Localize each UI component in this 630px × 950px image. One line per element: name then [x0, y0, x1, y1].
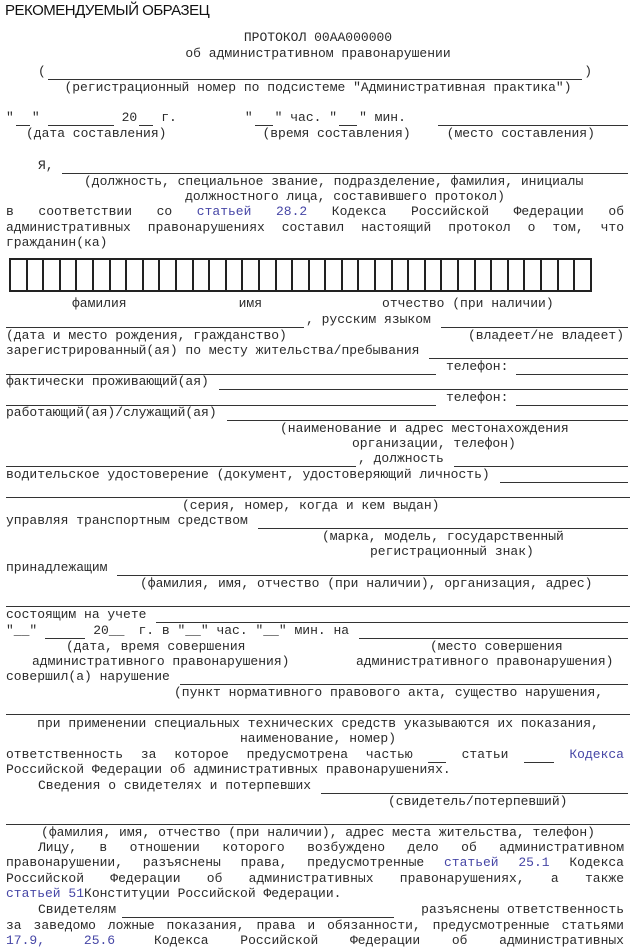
registered-label: зарегистрированный(ая) по месту жительства/пребывания: [6, 343, 420, 358]
minute-field[interactable]: [339, 112, 357, 126]
license-label: водительское удостоверение (документ, удостоверяющий личность): [6, 467, 490, 482]
text: Кодекса Российской Федерации об административных: [153, 933, 624, 948]
russian-field[interactable]: [441, 314, 628, 328]
position-field[interactable]: [454, 453, 628, 467]
witnesses-field[interactable]: [321, 780, 628, 794]
registered-row: [6, 343, 630, 359]
letter-box[interactable]: [575, 260, 592, 290]
day-field[interactable]: "__": [6, 623, 38, 638]
owner-label: принадлежащим: [6, 560, 108, 575]
year-prefix: 20: [121, 110, 138, 125]
license-row: [6, 467, 630, 483]
paragraph-1-line-2: административных правонарушениях составил настоящий протокол о том, что: [6, 220, 624, 235]
letter-box[interactable]: [127, 260, 144, 290]
letter-box[interactable]: [260, 260, 277, 290]
hour-label: " час. ": [274, 110, 338, 125]
article-17-9-link[interactable]: 17.9,: [6, 933, 46, 948]
year-field[interactable]: 20__: [93, 623, 125, 638]
letter-box[interactable]: [459, 260, 476, 290]
text: разъяснены ответственность: [421, 902, 624, 917]
protocol-subtitle: [6, 46, 630, 62]
hint-text: (свидетель/потерпевший): [388, 794, 568, 809]
birth-hint: (дата и место рождения, гражданство): [6, 328, 287, 343]
article-51-link[interactable]: статьей 51: [6, 886, 85, 901]
surname-hint: фамилия: [72, 296, 127, 311]
letter-box[interactable]: [525, 260, 542, 290]
text: Конституции Российской Федерации.: [84, 886, 342, 901]
hint-text: (место совершения: [430, 639, 563, 654]
birth-hints: [6, 328, 630, 344]
registered-field[interactable]: [429, 345, 628, 359]
license-hint: [182, 498, 630, 514]
hint-text: (дата, время совершения: [66, 639, 246, 654]
hint-text: административного правонарушения): [356, 654, 614, 669]
citizen-label: гражданин(ка): [6, 235, 108, 250]
letter-box[interactable]: [210, 260, 227, 290]
text: Кодекса Российской Федерации об: [307, 204, 624, 219]
letter-box[interactable]: [293, 260, 310, 290]
sample-header: РЕКОМЕНДУЕМЫЙ ОБРАЗЕЦ: [5, 2, 210, 19]
name-hint: имя: [238, 296, 263, 311]
reg-hint-text: (регистрационный номер по подсистеме "Административная практика"): [64, 80, 572, 95]
living-address-field[interactable]: [6, 392, 436, 406]
letter-box[interactable]: [393, 260, 410, 290]
offense-datetime-row: [6, 623, 630, 639]
russian-label: , русским языком: [306, 312, 431, 327]
rights-line-3: Российской Федерации об административных правонарушениях, а также: [6, 871, 624, 886]
birth-row: [6, 312, 630, 328]
day-field[interactable]: [16, 112, 30, 126]
letter-box[interactable]: [376, 260, 393, 290]
minute-label: " мин.: [359, 110, 406, 125]
quote: ": [6, 110, 14, 125]
liability-text: ответственность за которое предусмотрена частью: [6, 747, 413, 762]
hint-text: (фамилия, имя, отчество (при наличии), адрес места жительства, телефон): [41, 825, 595, 840]
vehicle-row: [6, 513, 630, 529]
violation-field[interactable]: [180, 671, 628, 685]
month-field[interactable]: [45, 625, 85, 639]
letter-box[interactable]: [442, 260, 459, 290]
letter-box[interactable]: [11, 260, 28, 290]
paragraph-1-line-1: [6, 204, 624, 220]
letter-box[interactable]: [277, 260, 294, 290]
witness-details-hint: [6, 825, 630, 841]
vehicle-field[interactable]: [258, 515, 628, 529]
hint-text: регистрационный знак): [370, 544, 534, 559]
witnesses-label: Свидетелям: [38, 902, 117, 917]
letter-box[interactable]: [44, 260, 61, 290]
paren: ): [584, 64, 592, 79]
quote: ": [31, 110, 40, 125]
phone-label: телефон:: [446, 390, 509, 405]
letter-box[interactable]: [310, 260, 327, 290]
official-hint-2: [60, 189, 630, 205]
phone-row-1: [6, 359, 630, 375]
hint-text: должностного лица, составившего протокол): [185, 189, 505, 204]
witnesses-label: Сведения о свидетелях и потерпевших: [38, 778, 312, 793]
ya-label: Я,: [38, 158, 54, 173]
time-hint: (время составления): [262, 126, 411, 141]
text: Российской Федерации об административных правонарушениях.: [6, 762, 451, 777]
address-field[interactable]: [6, 361, 436, 375]
letter-box[interactable]: [559, 260, 576, 290]
paragraph-1-line-3: [6, 235, 630, 251]
letter-box[interactable]: [177, 260, 194, 290]
article-field[interactable]: [524, 749, 554, 763]
protocol-title: [6, 30, 630, 46]
reg-hint: [6, 80, 630, 96]
article-label: статьи: [461, 747, 509, 762]
witness-names-field[interactable]: [122, 904, 394, 918]
letter-box[interactable]: [492, 260, 509, 290]
org-field[interactable]: [6, 453, 356, 467]
birth-field[interactable]: [6, 314, 304, 328]
paren: (: [38, 64, 46, 79]
org-hint-2: [352, 436, 630, 452]
registered-at-label: состоящим на учете: [6, 607, 147, 622]
text: в соответствии со: [6, 204, 197, 219]
letter-box[interactable]: [476, 260, 493, 290]
hint-text: (марка, модель, государственный: [322, 529, 564, 544]
registered-at-row: [6, 607, 630, 623]
phone-row-2: [6, 390, 630, 406]
hint-text: (пункт нормативного правового акта, существо нарушения,: [174, 685, 604, 700]
protocol-title-text: ПРОТОКОЛ 00АА000000: [243, 30, 393, 45]
letter-box[interactable]: [243, 260, 260, 290]
offense-place-field[interactable]: [359, 625, 628, 639]
year-suffix: г.: [161, 110, 177, 125]
text: Кодекса: [549, 855, 624, 870]
hour-field[interactable]: [255, 112, 273, 126]
offense-hint-place-1: [430, 639, 630, 655]
letter-box[interactable]: [326, 260, 343, 290]
letter-box[interactable]: [542, 260, 559, 290]
violation-line-2[interactable]: [6, 714, 630, 715]
hint-text: (фамилия, имя, отчество (при наличии), организация, адрес): [140, 576, 593, 591]
hint-text: административного правонарушения): [32, 654, 290, 669]
place-hint: (место составления): [446, 126, 595, 141]
hint-text: (серия, номер, когда и кем выдан): [182, 498, 440, 513]
witness-hint: [388, 794, 630, 810]
reg-number-line[interactable]: [48, 66, 582, 80]
month-field[interactable]: [48, 112, 114, 126]
letter-box[interactable]: [409, 260, 426, 290]
living-field[interactable]: [219, 376, 628, 390]
witnesses-rights-row: [6, 902, 624, 918]
time-label: г. в "__" час. "__" мин. на: [138, 623, 350, 638]
letter-box[interactable]: [160, 260, 177, 290]
patronymic-hint: отчество (при наличии): [382, 296, 554, 311]
owner-field[interactable]: [117, 562, 628, 576]
quote: ": [244, 110, 253, 125]
rights-line-4: [6, 886, 630, 902]
vehicle-hint-2: [370, 544, 630, 560]
protocol-subtitle-text: об административном правонарушении: [185, 46, 451, 61]
rights-line-2: [6, 855, 624, 871]
article-25-1-link[interactable]: статьей 25.1: [443, 855, 550, 870]
committed-row: [6, 669, 630, 685]
year-field[interactable]: [139, 112, 153, 126]
article-28-2-link[interactable]: статьей 28.2: [196, 204, 308, 219]
witnesses-row: [6, 778, 630, 794]
living-row: [6, 374, 630, 390]
letter-box[interactable]: [509, 260, 526, 290]
owner-hint: [140, 576, 630, 592]
letter-box[interactable]: [359, 260, 376, 290]
place-field[interactable]: [438, 112, 628, 126]
rights-line-1: Лицу, в отношении которого возбуждено дело об административном: [38, 840, 624, 855]
reg-number-field[interactable]: [38, 64, 592, 80]
letter-box[interactable]: [28, 260, 45, 290]
lang-hint: (владеет/не владеет): [467, 328, 624, 343]
hint-text: (наименование и адрес местонахождения: [280, 421, 569, 436]
letter-box[interactable]: [227, 260, 244, 290]
date-hints: [6, 126, 630, 142]
vehicle-label: управляя транспортным средством: [6, 513, 248, 528]
registered-at-field[interactable]: [156, 609, 628, 623]
text: правонарушении, разъяснены права, предусмотренные: [6, 855, 444, 870]
point-hint: [174, 685, 630, 701]
phone-field-2[interactable]: [516, 392, 628, 406]
codex-link[interactable]: Кодекса: [569, 747, 624, 762]
letter-box[interactable]: [61, 260, 78, 290]
living-label: фактически проживающий(ая): [6, 374, 209, 389]
letter-box[interactable]: [144, 260, 161, 290]
name-letter-boxes[interactable]: [9, 258, 592, 292]
date-time-row: [6, 110, 630, 126]
liability-row-2: [6, 762, 630, 778]
committed-label: совершил(а) нарушение: [6, 669, 170, 684]
hint-text: организации, телефон): [352, 436, 516, 451]
liability-row: [6, 747, 624, 763]
letter-box[interactable]: [94, 260, 111, 290]
witnesses-rights-line-2: за заведомо ложные показания, права и обязанности, предусмотренные статьями: [6, 918, 624, 933]
owner-row: [6, 560, 630, 576]
working-row: [6, 405, 630, 421]
letter-box[interactable]: [194, 260, 211, 290]
article-25-6-link[interactable]: 25.6: [83, 933, 116, 948]
position-label: , должность: [358, 451, 444, 466]
org-hint-1: [280, 421, 630, 437]
phone-label: телефон:: [446, 359, 509, 374]
tech-hint-2: [6, 731, 630, 747]
tech-hint-1: [6, 716, 630, 732]
hint-text: при применении специальных технических средств указываются их показания,: [37, 716, 599, 731]
date-hint: (дата составления): [26, 126, 167, 141]
vehicle-hint-1: [322, 529, 630, 545]
position-row: [6, 451, 630, 467]
official-row: [6, 158, 630, 174]
working-label: работающий(ая)/служащий(ая): [6, 405, 217, 420]
offense-hint-place-2: [356, 654, 630, 670]
official-hint-1: [84, 174, 630, 190]
license-field[interactable]: [500, 469, 628, 483]
witnesses-rights-line-3: [6, 933, 624, 949]
letter-box[interactable]: [77, 260, 94, 290]
name-hints: [6, 296, 630, 312]
letter-box[interactable]: [343, 260, 360, 290]
phone-field[interactable]: [516, 361, 628, 375]
letter-box[interactable]: [426, 260, 443, 290]
letter-box[interactable]: [111, 260, 128, 290]
working-field[interactable]: [227, 407, 628, 421]
hint-text: наименование, номер): [239, 731, 397, 746]
hint-text: (должность, специальное звание, подразделение, фамилия, инициалы: [84, 174, 584, 189]
official-field[interactable]: [62, 160, 628, 174]
part-field[interactable]: [428, 749, 446, 763]
